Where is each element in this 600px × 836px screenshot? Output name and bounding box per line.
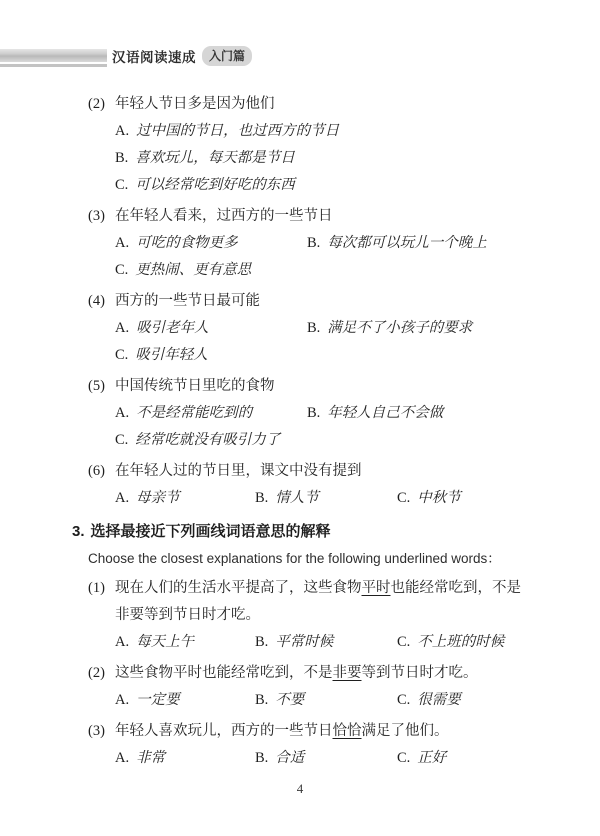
option-text: 满足不了小孩子的要求 <box>327 320 473 336</box>
option-label: B. <box>255 750 269 766</box>
options-row <box>115 687 521 714</box>
option-label: B. <box>255 634 269 650</box>
option-a <box>115 745 255 772</box>
option-label: C. <box>397 490 411 506</box>
options-row <box>115 745 521 772</box>
options-row <box>115 230 521 257</box>
option-label: A. <box>115 405 130 421</box>
option-c <box>397 485 461 512</box>
question-body <box>115 660 521 714</box>
question-body <box>115 91 521 199</box>
question-number: (3) <box>88 723 105 739</box>
option-b <box>307 400 443 427</box>
option-label: A. <box>115 320 130 336</box>
stem-text: 在年轻人看来，过西方的一些节日 <box>115 208 333 224</box>
option-a <box>115 315 307 342</box>
option-label: A. <box>115 750 130 766</box>
question-stem <box>115 288 521 315</box>
option-a <box>115 629 255 656</box>
question-s3-3 <box>88 718 521 772</box>
question-s2-5 <box>88 373 521 454</box>
option-label: B. <box>115 150 129 166</box>
option-label: A. <box>115 235 130 251</box>
option-text: 年轻人自己不会做 <box>327 405 444 421</box>
question-number: (2) <box>88 665 105 681</box>
option-label: B. <box>307 320 321 336</box>
option-label: C. <box>115 432 129 448</box>
question-body <box>115 373 521 454</box>
question-stem <box>115 458 521 485</box>
option-text: 母亲节 <box>136 490 180 506</box>
option-text: 正好 <box>417 750 447 766</box>
option-text: 过中国的节日，也过西方的节日 <box>136 123 340 139</box>
question-s3-1 <box>88 575 521 656</box>
stem-text: 现在人们的生活水平提高了，这些食物 <box>115 580 362 596</box>
option-text: 吸引年轻人 <box>135 347 208 363</box>
option-label: B. <box>307 405 321 421</box>
stem-text: 满足了他们。 <box>361 723 449 739</box>
question-s3-2 <box>88 660 521 714</box>
option-b <box>255 745 397 772</box>
option-text: 合适 <box>275 750 305 766</box>
question-number: (4) <box>88 293 105 309</box>
question-stem <box>115 91 521 118</box>
option-text: 经常吃就没有吸引力了 <box>135 432 281 448</box>
option-label: C. <box>115 347 129 363</box>
option-label: A. <box>115 692 130 708</box>
option-c <box>115 172 521 199</box>
stem-text: 年轻人节日多是因为他们 <box>115 96 275 112</box>
header-bar-decoration <box>0 49 107 62</box>
question-stem <box>115 203 521 230</box>
section-title: 选择最接近下列画线词语意思的解释 <box>90 523 331 540</box>
stem-text: 在年轻人过的节日里，课文中没有提到 <box>115 463 362 479</box>
option-label: C. <box>115 177 129 193</box>
option-b <box>255 687 397 714</box>
underlined-word: 非要 <box>332 665 362 681</box>
options-row <box>115 629 521 656</box>
option-c <box>397 687 461 714</box>
option-c <box>115 342 521 369</box>
question-body <box>115 718 521 772</box>
volume-badge: 入门篇 <box>202 46 252 66</box>
options-row <box>115 315 521 342</box>
question-body <box>115 458 521 512</box>
option-label: B. <box>255 692 269 708</box>
stem-text: 等到节日时才吃。 <box>361 665 478 681</box>
option-label: C. <box>397 692 411 708</box>
option-label: C. <box>397 750 411 766</box>
option-c <box>115 257 521 284</box>
question-s2-3 <box>88 203 521 284</box>
section-3-subtitle-english: Choose the closest explanations for the following underlined words： <box>88 551 501 566</box>
option-a <box>115 400 307 427</box>
option-text: 一定要 <box>136 692 180 708</box>
question-number: (5) <box>88 378 105 394</box>
option-label: A. <box>115 490 130 506</box>
options-row <box>115 485 521 512</box>
stem-text: 西方的一些节日最可能 <box>115 293 260 309</box>
option-text: 更热闹、更有意思 <box>135 262 252 278</box>
question-s2-2 <box>88 91 521 199</box>
option-c <box>397 629 504 656</box>
section-3-heading <box>72 518 521 545</box>
stem-text: 这些食物平时也能经常吃到，不是 <box>115 665 333 681</box>
option-text: 每天上午 <box>136 634 195 650</box>
page-content <box>72 86 521 776</box>
option-label: C. <box>397 634 411 650</box>
option-text: 喜欢玩儿，每天都是节日 <box>135 150 295 166</box>
question-stem <box>115 718 521 745</box>
question-stem <box>115 660 521 687</box>
book-title: 汉语阅读速成 <box>112 50 196 65</box>
option-label: A. <box>115 634 130 650</box>
option-a <box>115 485 255 512</box>
stem-text: 年轻人喜欢玩儿，西方的一些节日 <box>115 723 333 739</box>
options-row <box>115 400 521 427</box>
option-b <box>115 145 521 172</box>
option-text: 可吃的食物更多 <box>136 235 238 251</box>
underlined-word: 恰恰 <box>332 723 362 739</box>
option-text: 每次都可以玩儿一个晚上 <box>327 235 487 251</box>
question-stem <box>115 575 521 629</box>
option-text: 不是经常能吃到的 <box>136 405 253 421</box>
option-text: 很需要 <box>417 692 461 708</box>
question-stem <box>115 373 521 400</box>
option-b <box>307 230 487 257</box>
option-a <box>115 230 307 257</box>
stem-text: 中国传统节日里吃的食物 <box>115 378 275 394</box>
question-number: (1) <box>88 580 105 596</box>
option-a <box>115 118 521 145</box>
section-number: 3. <box>72 523 85 540</box>
option-b <box>255 629 397 656</box>
option-b <box>255 485 397 512</box>
question-number: (3) <box>88 208 105 224</box>
question-body <box>115 288 521 369</box>
question-body <box>115 575 521 656</box>
option-a <box>115 687 255 714</box>
option-b <box>307 315 472 342</box>
question-s2-4 <box>88 288 521 369</box>
page-number: 4 <box>296 781 304 796</box>
option-text: 不上班的时候 <box>417 634 505 650</box>
option-label: A. <box>115 123 130 139</box>
question-number: (6) <box>88 463 105 479</box>
stem-text: 也能经常吃到，不是非要等到节日时才吃。 <box>115 580 521 623</box>
option-label: B. <box>255 490 269 506</box>
underlined-word: 平时 <box>361 580 391 596</box>
option-text: 平常时候 <box>275 634 334 650</box>
option-text: 不要 <box>275 692 305 708</box>
question-body <box>115 203 521 284</box>
option-text: 情人节 <box>275 490 319 506</box>
option-text: 非常 <box>136 750 166 766</box>
header-bar-underline <box>0 64 107 67</box>
option-c <box>115 427 521 454</box>
option-text: 中秋节 <box>417 490 461 506</box>
question-s2-6 <box>88 458 521 512</box>
header-text <box>112 46 252 66</box>
option-label: B. <box>307 235 321 251</box>
option-c <box>397 745 446 772</box>
option-label: C. <box>115 262 129 278</box>
option-text: 吸引老年人 <box>136 320 209 336</box>
question-number: (2) <box>88 96 105 112</box>
option-text: 可以经常吃到好吃的东西 <box>135 177 295 193</box>
